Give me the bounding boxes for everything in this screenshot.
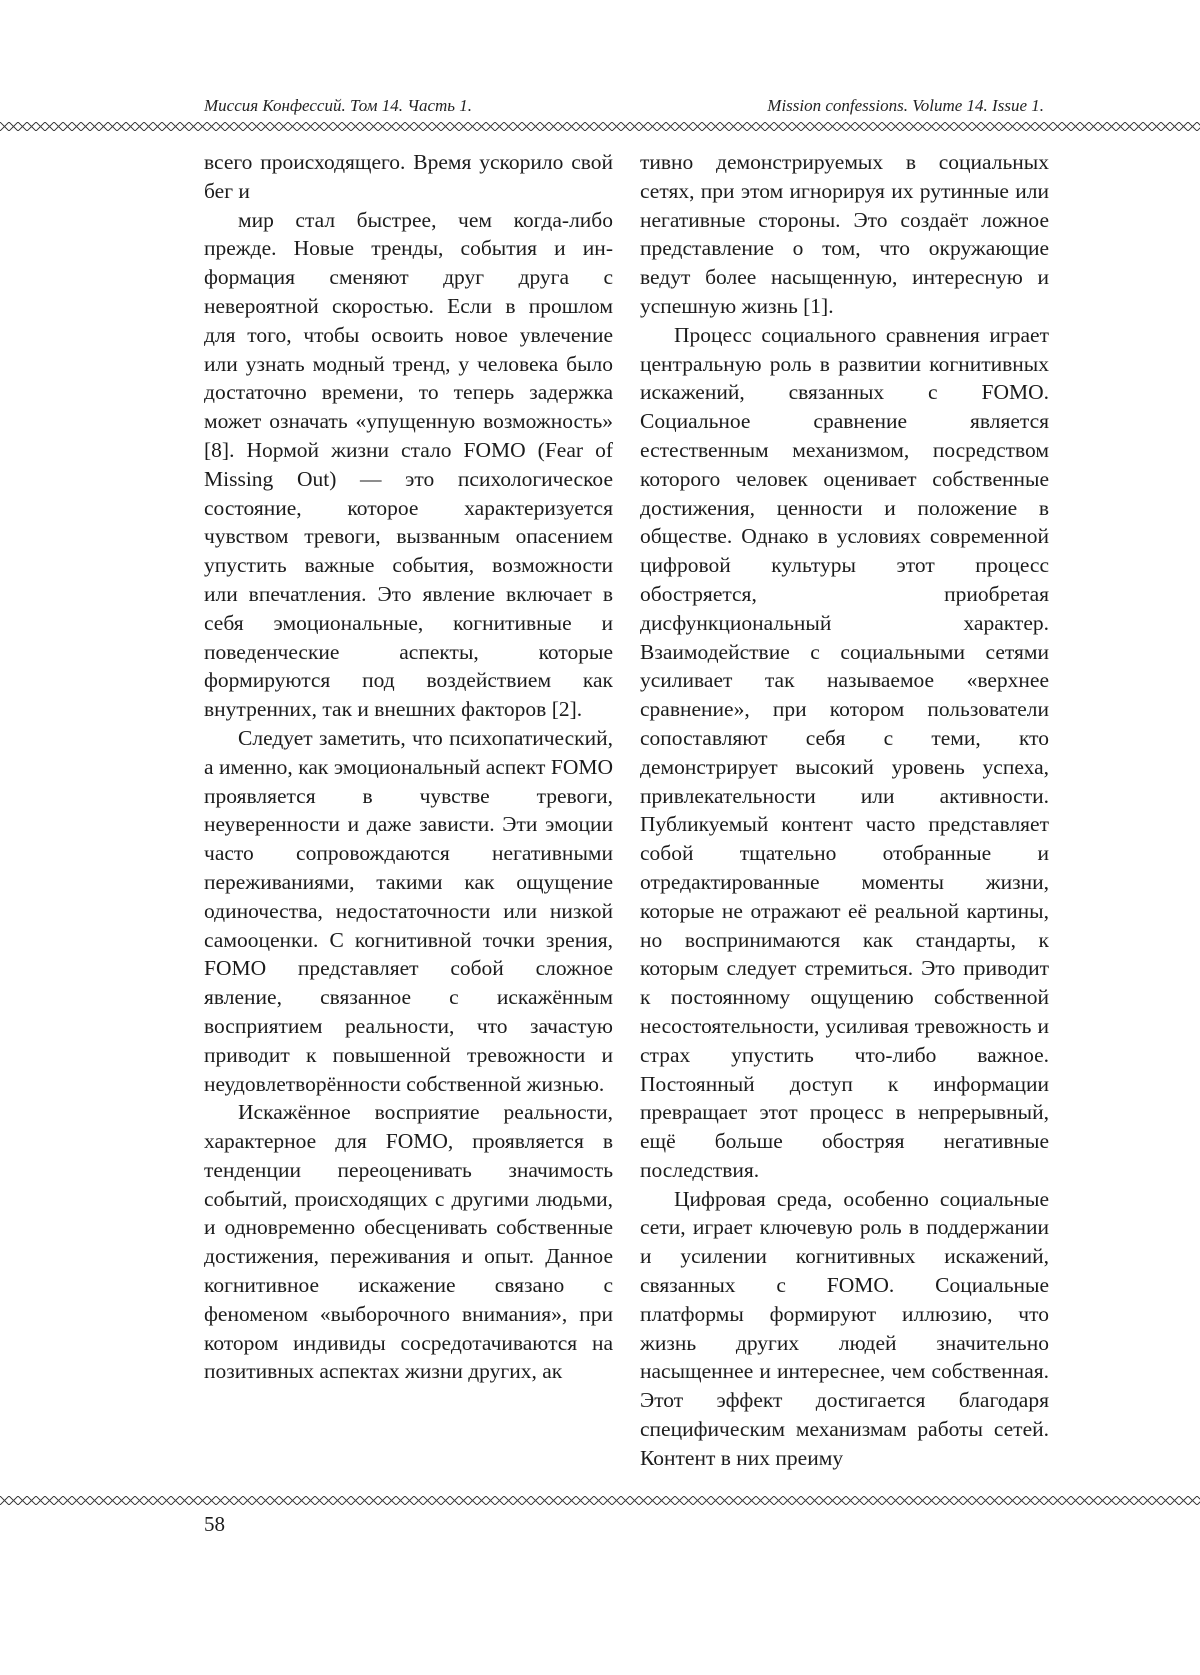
top-ornamental-rule: [0, 122, 1200, 131]
paragraph: Цифровая среда, особенно социальные сети, играет ключевую роль в поддержании и усилении когнитивных искажений, связанных с FOMO. Социальные платформы формируют иллюзию, что жизнь других людей значительно насыщеннее и интереснее, чем собственная. Этот эффект достигается благодаря специфическим механизмам работы сетей. Контент в них преиму: [640, 1186, 1049, 1470]
journal-title-en: Mission confessions. Volume 14. Issue 1.: [767, 96, 1044, 115]
journal-title-ru: Миссия Конфессий. Том 14. Часть 1.: [204, 96, 473, 115]
paragraph: тивно демонстрируемых в социальных сетях, при этом игнорируя их рутинные или негативные стороны. Это создаёт ложное представление о том, что окружающие ведут более насыщенную, интересную и успешную жизнь [1].: [640, 150, 1049, 318]
bottom-ornamental-rule: [0, 1496, 1200, 1505]
paragraph: Процесс социального сравнения играет центральную роль в развитии когнитивных искажений, связанных с FOMO. Социальное сравнение является естественным механизмом, посредством которого человек оценивает собственные достижения, ценности и положение в обществе. Однако в условиях современной цифровой культуры этот процесс обостряется, приобретая дисфункциональный характер. Взаимодействие с социальными сетями усиливает так называемое «верхнее сравнение», при котором пользователи сопоставляют себя с теми, кто демонстрирует высокий уровень успеха, привлекательности или активности. Публикуемый контент часто представляет собой тщательно отобранные и отредактированные моменты жизни, которые не отражают её реальной картины, но воспринимаются как стандарты, к которым следует стремиться. Это приводит к постоянному ощущению собственной несостоятельности, усиливая тревожность и страх упустить что-либо важное. Постоянный доступ к информации превращает этот процесс в непрерывный, ещё больше обостряя негативные последствия.: [640, 322, 1049, 1182]
paragraph: Искажённое восприятие реальности, характерное для FOMO, проявляется в тенденции переоценивать значимость событий, происходящих с другими людьми, и одновременно обесценивать собственные достижения, переживания и опыт. Данное когнитивное искажение связано с феноменом «выборочного внимания», при котором индивиды сосредотачиваются на позитивных аспектах жизни других, ак: [204, 1100, 613, 1384]
paragraph: Следует заметить, что психопатический, а именно, как эмоциональный аспект FOMO проявляется в чувстве тревоги, неуверенности и даже зависти. Эти эмоции часто сопровождаются негативными переживаниями, такими как ощущение одиночества, недостаточности или низкой самооценки. С когнитивной точки зрения, FOMO представляет собой сложное явление, связанное с искажённым восприятием реальности, что зачастую приводит к повышенной тревожности и неудовлетворённости собственной жизнью.: [204, 725, 613, 1096]
right-text-column: [640, 148, 1049, 1488]
left-text-column: [204, 148, 613, 1488]
page-number: 58: [204, 1512, 225, 1536]
paragraph: всего происходящего. Время ускорило свой бег и: [204, 150, 613, 203]
paragraph: мир стал быстрее, чем когда-либо прежде. Новые тренды, события и информация сменяют друг друга с невероятной скоростью. Если в прошлом для того, чтобы освоить новое увлечение или узнать модный тренд, у человека было достаточно времени, то теперь задержка может означать «упущенную возможность» [8]. Нормой жизни стало FOMO (Fear of Missing Out) — это психологическое состояние, которое характеризуется чувством тревоги, вызванным опасением упустить важные события, возможности или впечатления. Это явление включает в себя эмоциональные, когнитивные и поведенческие аспекты, которые формируются под воздействием как внутренних, так и внешних факторов [2].: [204, 207, 613, 722]
running-head: [204, 96, 1044, 120]
